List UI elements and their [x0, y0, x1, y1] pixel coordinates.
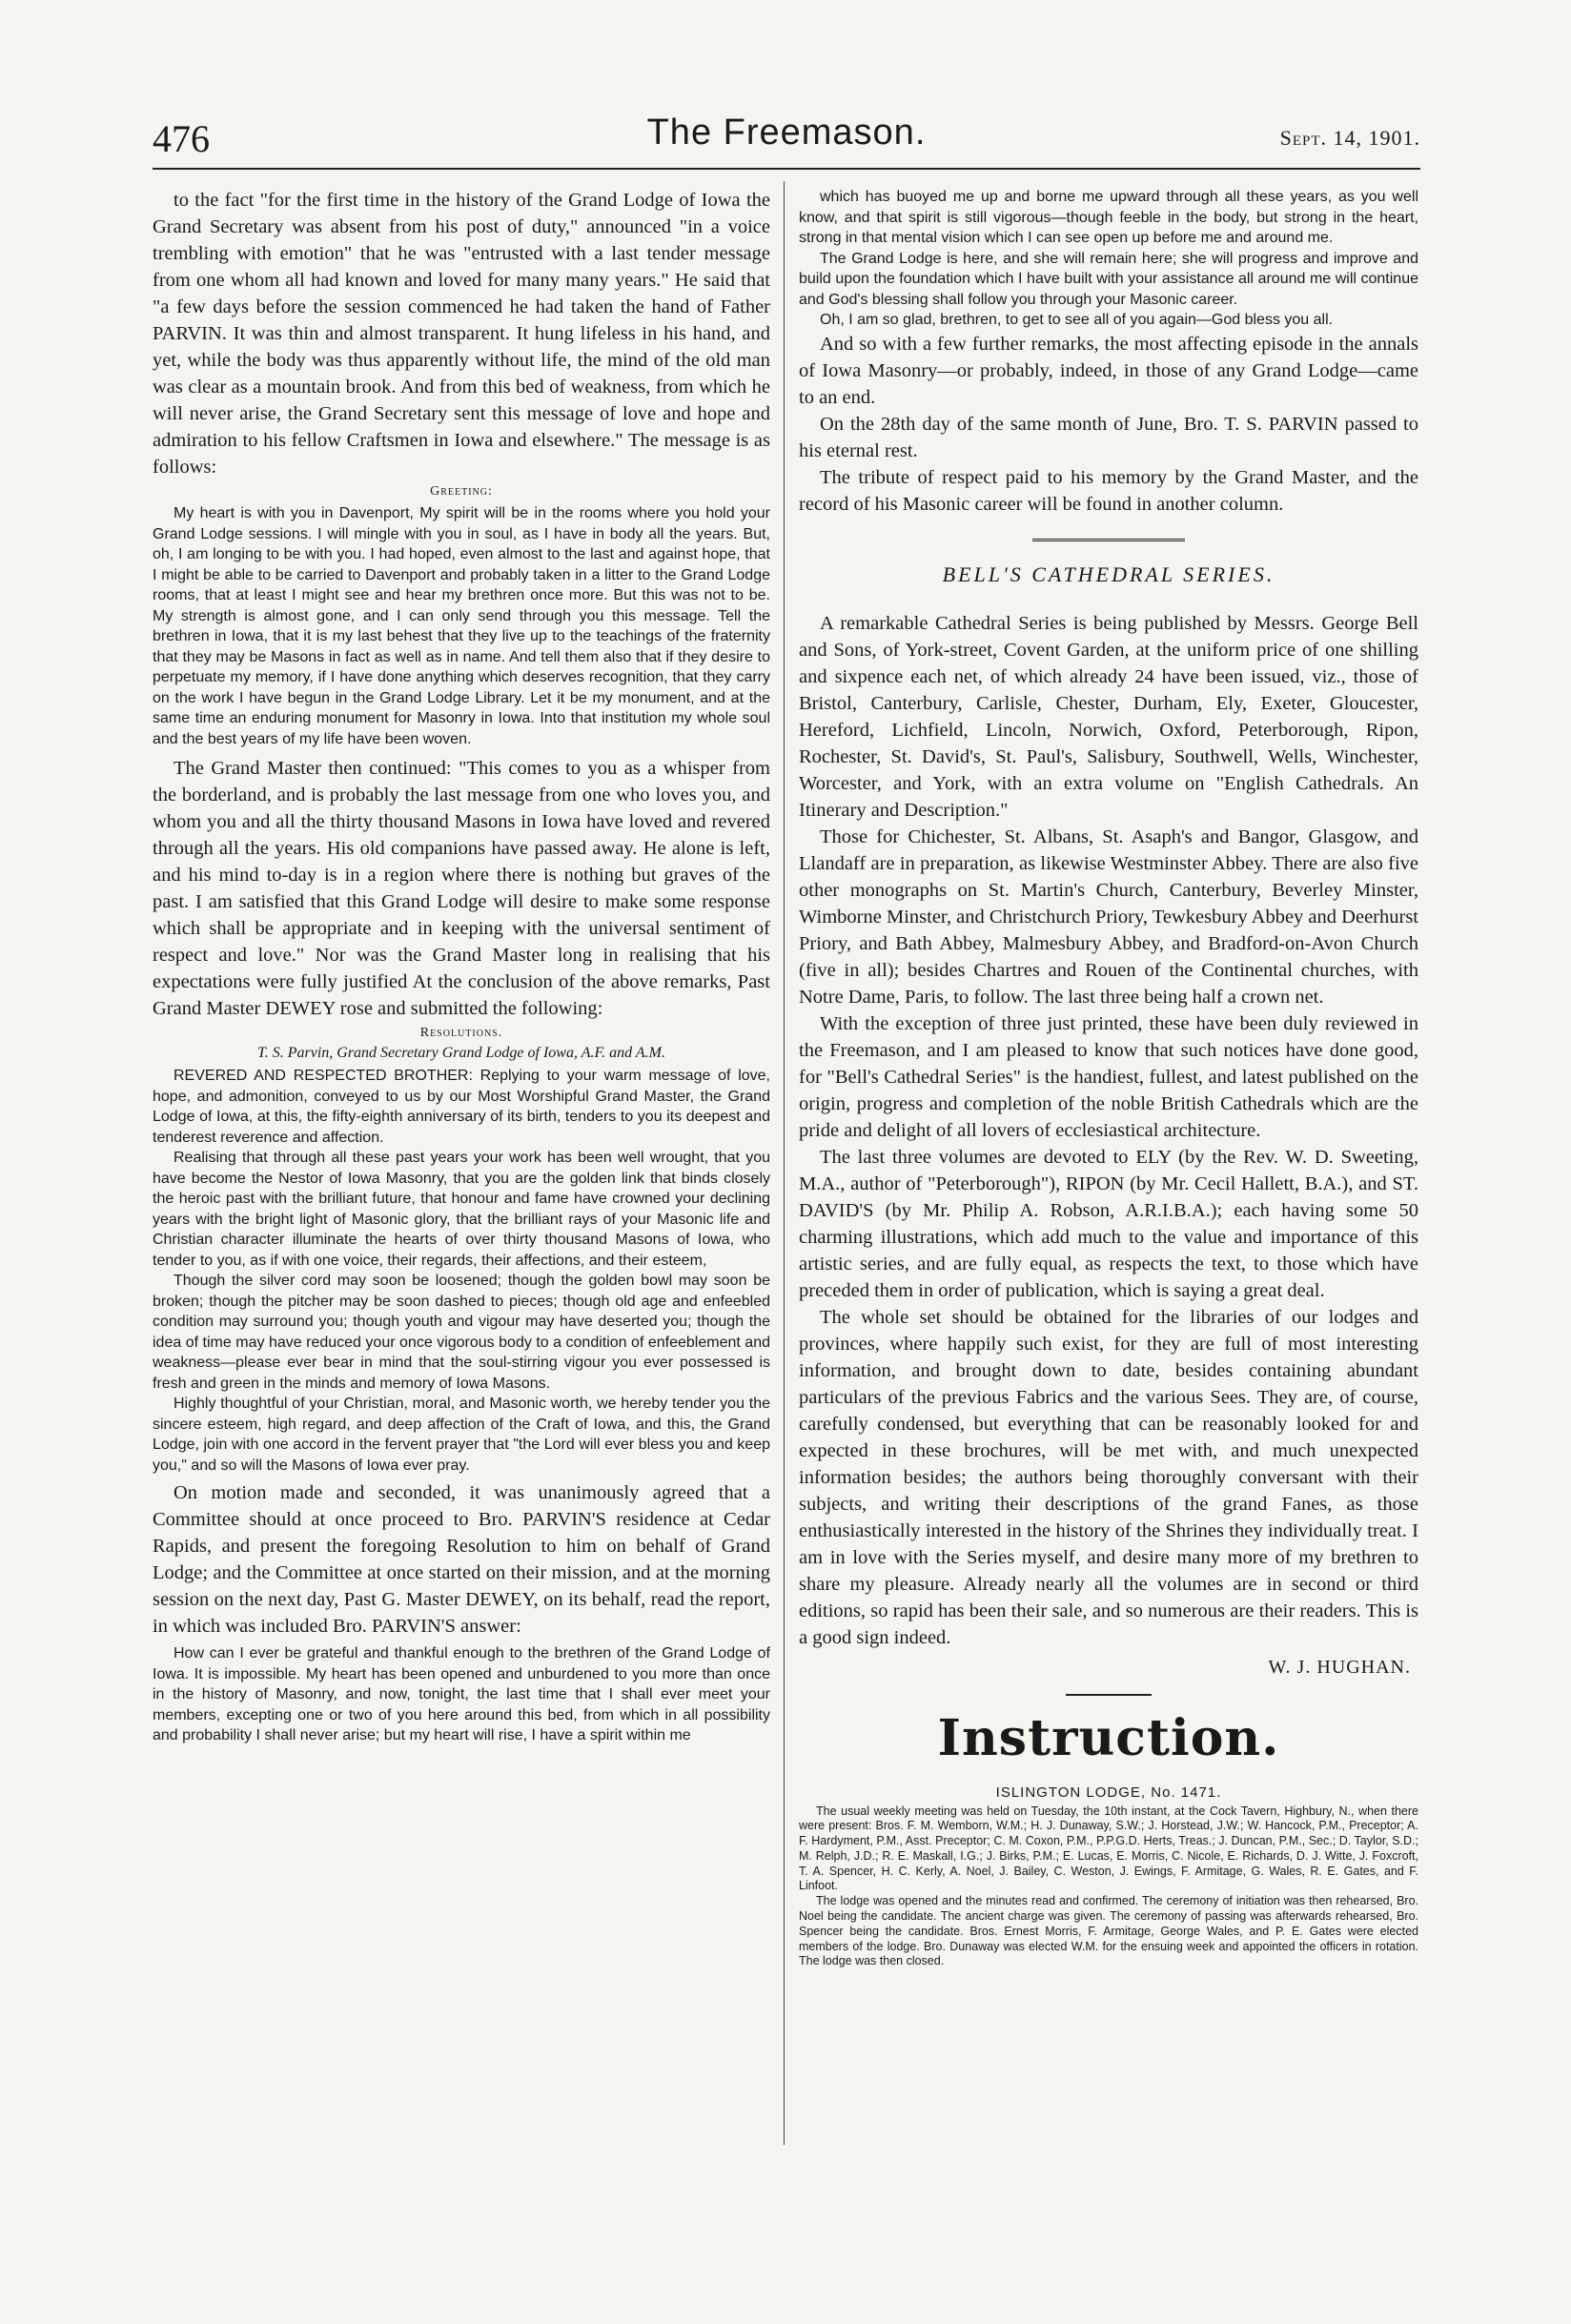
- resolutions-heading: Resolutions.: [419, 1026, 503, 1040]
- issue-date: Sept. 14, 1901.: [1279, 126, 1420, 150]
- paragraph: The Grand Master then continued: "This comes to you as a whisper from the borderland, and is probably the last message from one who loves you, and whom you and all the thirty thousand Masons in Iowa have loved and revered through all the years. His old companions have passed away. He alone is left, and his mind to-day is in a region where there is nothing but graves of the past. I am satisfied that this Grand Lodge will desire to make some response which shall be appropriate and in keeping with the universal sentiment of respect and love." Nor was the Grand Master long in realising that his expectations were fully justified At the conclusion of the above remarks, Past Grand Master DEWEY rose and submitted the following:: [153, 758, 770, 1019]
- parvin-answer: How can I ever be grateful and thankful enough to the brethren of the Grand Lodge of Iowa. It is impossible. My heart has been opened and unburdened to you more than once in the history of Masonry, and now, tonight, the last time that I shall ever meet your members, excepting one or two of you here around this bed, from which in all possibility and probability I shall never arise; but my heart will rise, I have a spirit within me: [153, 1645, 770, 1743]
- lodge-heading: ISLINGTON LODGE, No. 1471.: [995, 1784, 1222, 1801]
- paragraph: And so with a few further remarks, the most affecting episode in the annals of Iowa Masonry—or probably, indeed, in those of any Grand Lodge—came to an end.: [799, 333, 1418, 408]
- lodge-report: The lodge was opened and the minutes read and confirmed. The ceremony of initiation was then rehearsed, Bro. Noel being the candidate. The ancient charge was given. The ceremony of passing was afterwards rehearsed, Bro. Spencer being the candidate. Bros. Ernest Morris, F. Armitage, George Wales, and P. E. Gates were elected members of the lodge. Bro. Dunaway was elected W.M. for the ensuing week and appointed the officers in rotation. The lodge was then closed.: [799, 1894, 1418, 1968]
- right-column: [799, 187, 1418, 1969]
- paragraph: to the fact "for the first time in the history of the Grand Lodge of Iowa the Grand Secretary was absent from his post of duty," announced "in a voice trembling with emotion" that he was "entrusted with a last tender message from one whom all had known and loved for many many years." He said that "a few days before the session commenced he had taken the hand of Father PARVIN. It was thin and almost transparent. It hung lifeless in his hand, and yet, while the body was thus apparently without life, the mind of the old man was clear as a mountain brook. And from this bed of weakness, from which he will never arise, the Grand Secretary sent this message of love and hope and admiration to his fellow Craftsmen in Iowa and elsewhere." The message is as follows:: [153, 190, 770, 478]
- resolutions-subheading: T. S. Parvin, Grand Secretary Grand Lodge of Iowa, A.F. and A.M.: [257, 1045, 665, 1061]
- paragraph: With the exception of three just printed, these have been duly reviewed in the Freemason, and I am pleased to know that such notices have done good, for "Bell's Cathedral Series" is the handiest, fullest, and latest published on the origin, progress and completion of the noble British Cathedrals which are the pride and delight of all lovers of ecclesiastical architecture.: [799, 1012, 1418, 1141]
- greeting-text: My heart is with you in Davenport, My spirit will be in the rooms where you hold your Grand Lodge sessions. I will mingle with you in soul, as I have in body all the years. But, oh, I am longing to be with you. I had hoped, even almost to the last and against hope, that I might be able to be carried to Davenport and probably taken in a litter to the Grand Lodge rooms, that at least I might see and hear my brethren once more. But this was not to be. My strength is almost gone, and I can only send through you this message. Tell the brethren in Iowa, that it is my last behest that they live up to the teachings of the fraternity that they may be Masons in fact as well as in name. And tell them also that if they desire to perpetuate my memory, if I have done anything which deserves recognition, that they carry on the work I have begun in the Grand Lodge Library. Let it be my monument, and at the same time an enduring monument for Masonry in Iowa. Into that institution my whole soul and the best years of my life have been woven.: [153, 505, 770, 747]
- paragraph: On the 28th day of the same month of June, Bro. T. S. PARVIN passed to his eternal rest.: [799, 413, 1418, 461]
- page-header: [153, 112, 1420, 170]
- page-number: 476: [153, 117, 210, 160]
- parvin-answer-continued: The Grand Lodge is here, and she will remain here; she will progress and improve and build upon the foundation which I have built with your assistance all around me will continue and God's blessing shall follow you through your Masonic career.: [799, 250, 1418, 308]
- resolution-paragraph: REVERED AND RESPECTED BROTHER: Replying to your warm message of love, hope, and admonition, conveyed to us by our Most Worshipful Grand Master, the Grand Lodge of Iowa, at this, the fifty-eighth anniversary of its birth, tenders to you its deepest and tenderest reverence and affection.: [153, 1068, 770, 1146]
- column-divider: [784, 181, 785, 2145]
- section-divider: [1032, 539, 1185, 545]
- author-signature: W. J. HUGHAN.: [1268, 1656, 1411, 1678]
- masthead-title: The Freemason.: [646, 112, 927, 153]
- paragraph: A remarkable Cathedral Series is being published by Messrs. George Bell and Sons, of York-street, Covent Garden, at the uniform price of one shilling and sixpence each net, of which already 24 have been issued, viz., those of Bristol, Canterbury, Carlisle, Chester, Durham, Ely, Exeter, Gloucester, Hereford, Lichfield, Lincoln, Norwich, Oxford, Peterborough, Ripon, Rochester, St. David's, St. Paul's, Salisbury, Southwell, Wells, Winchester, Worcester, and York, with an extra volume on "English Cathedrals. An Itinerary and Description.": [799, 612, 1418, 821]
- section-title: BELL'S CATHEDRAL SERIES.: [942, 561, 1275, 586]
- left-column: [153, 187, 770, 1746]
- section-divider: [1066, 1694, 1152, 1696]
- resolution-paragraph: Highly thoughtful of your Christian, moral, and Masonic worth, we hereby tender you the sincere esteem, high regard, and deep affection of the Craft of Iowa, and this, the Grand Lodge, join with one accord in the fervent prayer that "the Lord will ever bless you and keep you," and so will the Masons of Iowa ever pray.: [153, 1396, 770, 1474]
- resolution-paragraph: Realising that through all these past years your work has been well wrought, that you have become the Nestor of Iowa Masonry, that you are the golden link that binds closely the heroic past with the brilliant future, that honour and fame have crowned your declining years with the bright light of Masonic glory, that the brilliant rays of your Masonic life and Christian character illuminate the hearts of over thirty thousand Masons of Iowa, who tender to you, as if with one voice, their regards, their affections, and their esteem,: [153, 1150, 770, 1269]
- paragraph: On motion made and seconded, it was unanimously agreed that a Committee should at once proceed to Bro. PARVIN'S residence at Cedar Rapids, and present the foregoing Resolution to him on behalf of Grand Lodge; and the Committee at once started on their mission, and at the morning session on the next day, Past G. Master DEWEY, on its behalf, read the report, in which was included Bro. PARVIN'S answer:: [153, 1482, 770, 1637]
- paragraph: The whole set should be obtained for the libraries of our lodges and provinces, where happily such exist, for they are full of most interesting information, and brought down to date, besides containing abundant particulars of the previous Fabrics and the various Sees. They are, of course, carefully condensed, but everything that can be reasonably looked for and expected in these brochures, will be met with, and much unexpected information besides; the authors being thoroughly conversant with their subjects, and writing their descriptions of the grand Fanes, as those enthusiastically interested in the history of the Shrines they individually treat. I am in love with the Series myself, and desire many more of my brethren to share my pleasure. Already nearly all the volumes are in second or third editions, so rapid has been their sale, and so numerous are their readers. This is a good sign indeed.: [799, 1306, 1418, 1648]
- parvin-answer-continued: which has buoyed me up and borne me upward through all these years, as you well know, and that spirit is still vigorous—though feeble in the body, but strong in the heart, strong in that mental vision which I can see open up before me and around me.: [799, 189, 1418, 246]
- lodge-report: The usual weekly meeting was held on Tuesday, the 10th instant, at the Cock Tavern, Highbury, N., when there were present: Bros. F. M. Wemborn, W.M.; H. J. Dunaway, S.W.; J. Horstead, J.W.; W. Hancock, P.M., Preceptor; A. F. Hardyment, P.M., Asst. Preceptor; C. M. Coxon, P.M., P.P.G.D. Herts, Treas.; J. Duncan, P.M., Sec.; D. Taylor, S.D.; M. Relph, J.D.; R. E. Maskall, I.G.; J. Birks, P.M.; E. Lucas, E. Morris, C. Nicole, E. Richards, D. J. Witte, J. Foxcroft, T. A. Spencer, H. C. Kerly, A. Noel, J. Bailey, C. Weston, J. Ewings, F. Armitage, G. Wales, R. E. Gates, and F. Linfoot.: [799, 1804, 1418, 1893]
- greeting-heading: Greeting:: [430, 484, 493, 499]
- paragraph: Those for Chichester, St. Albans, St. Asaph's and Bangor, Glasgow, and Llandaff are in preparation, as likewise Westminster Abbey. There are also five other monographs on St. Martin's Church, Canterbury, Beverley Minster, Wimborne Minster, and Christchurch Priory, Tewkesbury Abbey and Deerhurst Priory, and Bath Abbey, Malmesbury Abbey, and Bradford-on-Avon Church (five in all); besides Chartres and Rouen of the Continental churches, with Notre Dame, Paris, to follow. The last three being half a crown net.: [799, 826, 1418, 1008]
- paragraph: The tribute of respect paid to his memory by the Grand Master, and the record of his Masonic career will be found in another column.: [799, 466, 1418, 515]
- resolution-paragraph: Though the silver cord may soon be loosened; though the golden bowl may soon be broken; though the pitcher may be soon dashed to pieces; though old age and enfeebled condition may surround you; though youth and vigour may have deserted you; though the idea of time may have reduced your once vigorous body to a condition of enfeeblement and weakness—please ever bear in mind that the soul-stirring vigour you ever possessed is fresh and green in the minds and memory of Iowa Masons.: [153, 1273, 770, 1392]
- parvin-answer-continued: Oh, I am so glad, brethren, to get to see all of you again—God bless you all.: [820, 312, 1334, 328]
- header-rule: [153, 168, 1420, 170]
- instruction-title: Instruction.: [937, 1708, 1280, 1767]
- paragraph: The last three volumes are devoted to ELY (by the Rev. W. D. Sweeting, M.A., author of "Peterborough"), RIPON (by Mr. Cecil Hallett, B.A.), and ST. DAVID'S (by Mr. Philip A. Robson, A.R.I.B.A.); each having some 50 charming illustrations, which add much to the value and importance of this artistic series, and are fully equal, as respects the text, to those which have preceded them in order of publication, which is saying a great deal.: [799, 1146, 1418, 1301]
